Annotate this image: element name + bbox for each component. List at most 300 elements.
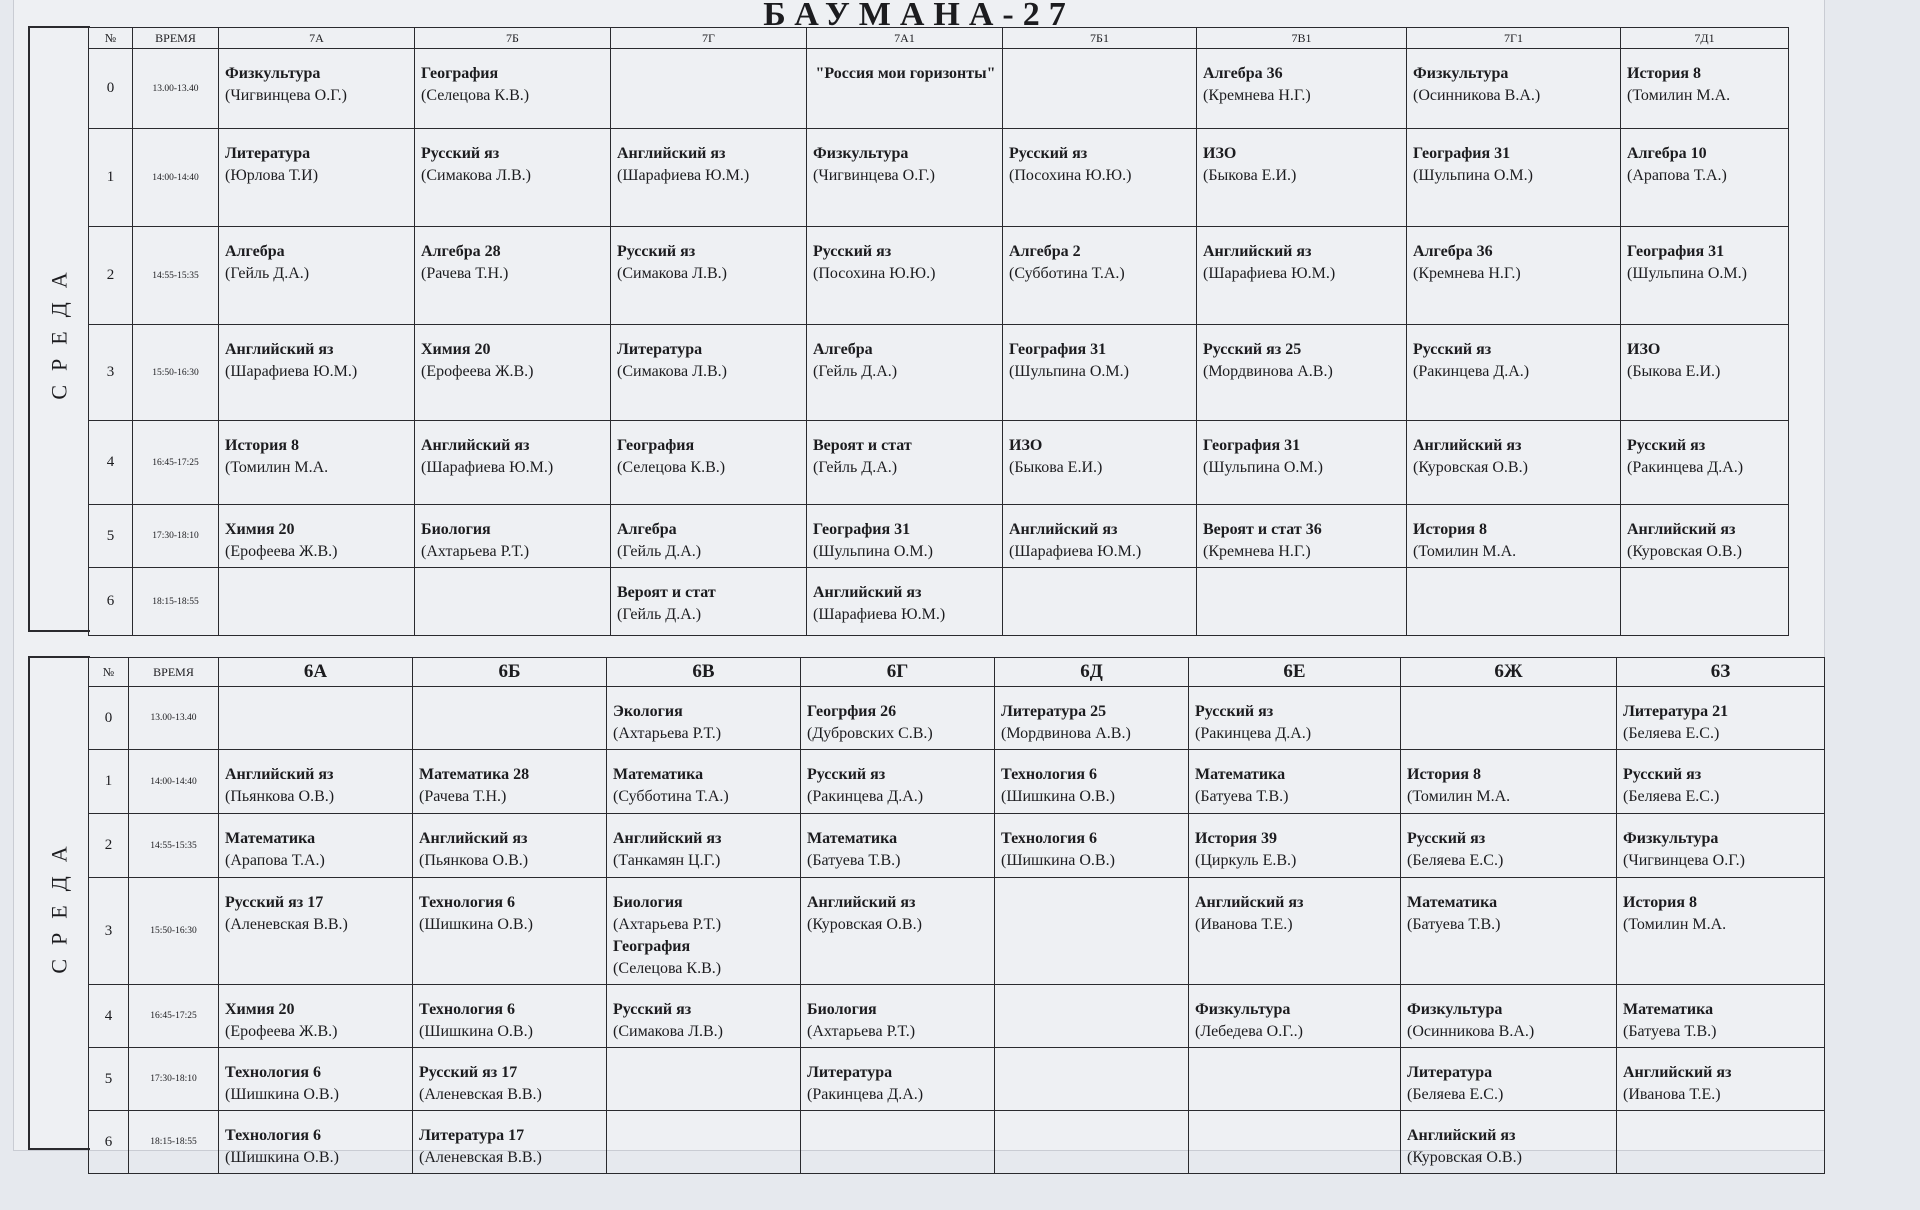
- lesson-number: 0: [89, 49, 133, 129]
- teacher: (Аленевская В.В.): [225, 916, 348, 933]
- teacher: (Иванова Т.Е.): [1623, 1086, 1721, 1103]
- lesson-cell: [611, 505, 807, 568]
- lesson-cell: [1401, 985, 1617, 1048]
- teacher: (Гейль Д.А.): [617, 606, 702, 623]
- subject: Геогрфия 26: [807, 703, 897, 720]
- lesson-cell: [995, 985, 1189, 1048]
- subject: Физкультура: [1195, 1001, 1291, 1018]
- teacher: (Батуева Т.В.): [1407, 916, 1501, 933]
- lesson-number: 5: [89, 505, 133, 568]
- teacher: (Селецова К.В.): [421, 87, 530, 104]
- subject: Русский яз 17: [225, 894, 324, 911]
- subject: Технология 6: [1001, 830, 1097, 847]
- subject: Алгебра 10: [1627, 145, 1707, 162]
- lesson-cell: [1003, 568, 1197, 636]
- lesson-cell: [1197, 421, 1407, 505]
- teacher: (Симакова Л.В.): [613, 1023, 723, 1040]
- subject: ИЗО: [1627, 341, 1661, 358]
- subject: Физкультура: [1407, 1001, 1503, 1018]
- lesson-cell: [1401, 687, 1617, 750]
- schedule-sheet: [14, 0, 1824, 1166]
- lesson-cell: [995, 814, 1189, 878]
- teacher: (Батуева Т.В.): [1623, 1023, 1717, 1040]
- lesson-cell: [607, 687, 801, 750]
- teacher: (Рачева Т.Н.): [419, 788, 507, 805]
- subject: География: [613, 938, 691, 955]
- lesson-cell: [219, 1111, 413, 1174]
- lesson-cell: [1401, 814, 1617, 878]
- teacher: (Арапова Т.А.): [1627, 167, 1727, 184]
- lesson-cell: [1617, 1048, 1825, 1111]
- lesson-cell: [801, 1048, 995, 1111]
- lesson-cell: [1617, 985, 1825, 1048]
- header-class: 6Ж: [1401, 658, 1617, 687]
- teacher: (Циркуль Е.В.): [1195, 852, 1297, 869]
- subject: Технология 6: [419, 1001, 515, 1018]
- lesson-cell: [801, 985, 995, 1048]
- lesson-cell: [607, 1048, 801, 1111]
- lesson-cell: [1197, 129, 1407, 227]
- teacher: (Ракинцева Д.А.): [807, 788, 924, 805]
- lesson-time: 14:55-15:35: [129, 814, 219, 878]
- teacher: (Ракинцева Д.А.): [1195, 725, 1312, 742]
- lesson-cell: [1189, 985, 1401, 1048]
- lesson-number: 6: [89, 1111, 129, 1174]
- teacher: (Аленевская В.В.): [419, 1086, 542, 1103]
- lesson-cell: [1003, 227, 1197, 325]
- subject: Химия 20: [225, 1001, 295, 1018]
- lesson-cell: [219, 878, 413, 985]
- lesson-row: [89, 985, 1825, 1048]
- subject: Русский яз: [1195, 703, 1274, 720]
- teacher: (Симакова Л.В.): [617, 363, 727, 380]
- teacher: (Ахтарьева Р.Т.): [421, 543, 530, 560]
- header-class: 7А1: [807, 28, 1003, 49]
- teacher: (Пьянкова О.В.): [225, 788, 335, 805]
- teacher: (Симакова Л.В.): [421, 167, 531, 184]
- teacher: (Куровская О.В.): [1407, 1149, 1522, 1166]
- header-class: 6Е: [1189, 658, 1401, 687]
- subject: Технология 6: [419, 894, 515, 911]
- subject: Английский яз: [1627, 521, 1736, 538]
- subject: Русский яз: [617, 243, 696, 260]
- lesson-number: 4: [89, 985, 129, 1048]
- teacher: (Шарафиева Ю.М.): [1203, 265, 1336, 282]
- teacher: (Томилин М.А.: [225, 459, 329, 476]
- subject: Химия 20: [225, 521, 295, 538]
- subject: Русский яз: [813, 243, 892, 260]
- subject: Английский яз: [617, 145, 726, 162]
- teacher: (Ерофеева Ж.В.): [225, 543, 338, 560]
- lesson-cell: [219, 129, 415, 227]
- lesson-row: [89, 687, 1825, 750]
- teacher: (Куровская О.В.): [1413, 459, 1528, 476]
- teacher: (Селецова К.В.): [613, 960, 722, 977]
- header-class: 6В: [607, 658, 801, 687]
- subject: Английский яз: [225, 341, 334, 358]
- lesson-cell: [413, 750, 607, 814]
- lesson-cell: [413, 1111, 607, 1174]
- lesson-time: 17:30-18:10: [133, 505, 219, 568]
- subject: Английский яз: [1413, 437, 1522, 454]
- teacher: (Ракинцева Д.А.): [1413, 363, 1530, 380]
- lesson-cell: [1197, 568, 1407, 636]
- teacher: (Томилин М.А.: [1407, 788, 1511, 805]
- teacher: (Куровская О.В.): [1627, 543, 1742, 560]
- lesson-cell: [607, 985, 801, 1048]
- subject: Литература: [225, 145, 311, 162]
- subject: ИЗО: [1203, 145, 1237, 162]
- subject: Литература: [1407, 1064, 1493, 1081]
- teacher: (Мордвинова А.В.): [1203, 363, 1333, 380]
- subject: География: [617, 437, 695, 454]
- lesson-cell: [1189, 814, 1401, 878]
- lesson-cell: [1003, 129, 1197, 227]
- subject: Русский яз: [613, 1001, 692, 1018]
- lesson-row: [89, 568, 1789, 636]
- lesson-time: 14:55-15:35: [133, 227, 219, 325]
- header-time: ВРЕМЯ: [133, 28, 219, 49]
- lesson-row: [89, 1111, 1825, 1174]
- lesson-row: [89, 750, 1825, 814]
- lesson-cell: [1617, 814, 1825, 878]
- teacher: (Шульпина О.М.): [813, 543, 933, 560]
- subject: Физкультура: [225, 65, 321, 82]
- subject: Алгебра 2: [1009, 243, 1081, 260]
- lesson-time: 18:15-18:55: [133, 568, 219, 636]
- teacher: (Ахтарьева Р.Т.): [613, 725, 722, 742]
- header-row: [89, 28, 1789, 49]
- teacher: (Шишкина О.В.): [419, 1023, 533, 1040]
- lesson-time: 17:30-18:10: [129, 1048, 219, 1111]
- lesson-cell: [415, 49, 611, 129]
- teacher: (Субботина Т.А.): [613, 788, 729, 805]
- lesson-cell: [611, 227, 807, 325]
- lesson-cell: [607, 1111, 801, 1174]
- header-class: 6Б: [413, 658, 607, 687]
- subject: Физкультура: [1413, 65, 1509, 82]
- lesson-cell: [1401, 750, 1617, 814]
- subject: Математика: [1195, 766, 1286, 783]
- teacher: (Томилин М.А.: [1623, 916, 1727, 933]
- subject: Литература 21: [1623, 703, 1729, 720]
- subject: Биология: [421, 521, 491, 538]
- teacher: (Шарафиева Ю.М.): [421, 459, 554, 476]
- lesson-cell: [413, 878, 607, 985]
- header-class: 7А: [219, 28, 415, 49]
- header-class: 6З: [1617, 658, 1825, 687]
- teacher: (Мордвинова А.В.): [1001, 725, 1131, 742]
- day-label-top: СРЕДА: [28, 26, 90, 632]
- lesson-cell: [1621, 129, 1789, 227]
- schedule-table-7: [88, 27, 1789, 636]
- subject: Русский яз 17: [419, 1064, 518, 1081]
- teacher: (Беляева Е.С.): [1407, 852, 1504, 869]
- lesson-number: 2: [89, 814, 129, 878]
- subject: Английский яз: [813, 584, 922, 601]
- subject: Английский яз: [1195, 894, 1304, 911]
- lesson-cell: [219, 687, 413, 750]
- lesson-row: [89, 878, 1825, 985]
- lesson-cell: [415, 325, 611, 421]
- teacher: (Ахтарьева Р.Т.): [807, 1023, 916, 1040]
- subject: Технология 6: [225, 1064, 321, 1081]
- subject: География 31: [1203, 437, 1301, 454]
- lesson-cell: [219, 505, 415, 568]
- lesson-cell: [1617, 1111, 1825, 1174]
- header-class: 7Г1: [1407, 28, 1621, 49]
- teacher: (Шишкина О.В.): [1001, 788, 1115, 805]
- subject: Алгебра: [813, 341, 873, 358]
- subject: Математика: [225, 830, 316, 847]
- teacher: (Шарафиева Ю.М.): [813, 606, 946, 623]
- lesson-cell: [1003, 325, 1197, 421]
- teacher: (Быкова Е.И.): [1627, 363, 1721, 380]
- subject: Алгебра 28: [421, 243, 501, 260]
- lesson-number: 1: [89, 750, 129, 814]
- lesson-number: 0: [89, 687, 129, 750]
- subject: Экология: [613, 703, 683, 720]
- lesson-cell: [1197, 49, 1407, 129]
- lesson-time: 16:45-17:25: [129, 985, 219, 1048]
- lesson-cell: [1617, 687, 1825, 750]
- teacher: (Посохина Ю.Ю.): [1009, 167, 1132, 184]
- lesson-cell: [1189, 1111, 1401, 1174]
- teacher: (Лебедева О.Г..): [1195, 1023, 1304, 1040]
- header-class: 7Б: [415, 28, 611, 49]
- subject: Русский яз: [1407, 830, 1486, 847]
- teacher: (Осинникова В.А.): [1407, 1023, 1535, 1040]
- lesson-cell: [413, 687, 607, 750]
- teacher: (Ерофеева Ж.В.): [225, 1023, 338, 1040]
- teacher: (Аленевская В.В.): [419, 1149, 542, 1166]
- subject: Математика 28: [419, 766, 530, 783]
- teacher: (Шишкина О.В.): [225, 1149, 339, 1166]
- subject: Математика: [1407, 894, 1498, 911]
- lesson-cell: [607, 814, 801, 878]
- subject: Математика: [807, 830, 898, 847]
- lesson-cell: [1407, 505, 1621, 568]
- lesson-cell: [415, 568, 611, 636]
- teacher: (Кремнева Н.Г.): [1413, 265, 1521, 282]
- teacher: (Быкова Е.И.): [1203, 167, 1297, 184]
- teacher: (Чигвинцева О.Г.): [225, 87, 347, 104]
- subject: Технология 6: [225, 1127, 321, 1144]
- lesson-cell: [219, 814, 413, 878]
- lesson-number: 4: [89, 421, 133, 505]
- lesson-cell: [607, 878, 801, 985]
- subject: Английский яз: [1623, 1064, 1732, 1081]
- lesson-cell: [1407, 325, 1621, 421]
- subject: Вероят и стат: [617, 584, 716, 601]
- teacher: (Беляева Е.С.): [1623, 788, 1720, 805]
- teacher: (Субботина Т.А.): [1009, 265, 1125, 282]
- lesson-cell: [1407, 568, 1621, 636]
- lesson-cell: [1189, 687, 1401, 750]
- subject: История 39: [1195, 830, 1277, 847]
- subject: История 8: [1623, 894, 1697, 911]
- subject: Русский яз 25: [1203, 341, 1302, 358]
- teacher: (Ерофеева Ж.В.): [421, 363, 534, 380]
- lesson-cell: [1621, 325, 1789, 421]
- teacher: (Шишкина О.В.): [419, 916, 533, 933]
- lesson-time: 16:45-17:25: [133, 421, 219, 505]
- teacher: (Гейль Д.А.): [225, 265, 310, 282]
- header-class: 7Г: [611, 28, 807, 49]
- teacher: (Ахтарьева Р.Т.): [613, 916, 722, 933]
- subject: История 8: [1413, 521, 1487, 538]
- lesson-cell: [219, 227, 415, 325]
- lesson-cell: [219, 985, 413, 1048]
- lesson-cell: [219, 568, 415, 636]
- lesson-cell: [1621, 421, 1789, 505]
- lesson-cell: [1621, 568, 1789, 636]
- header-class: 6Д: [995, 658, 1189, 687]
- lesson-cell: [801, 750, 995, 814]
- lesson-row: [89, 227, 1789, 325]
- subject: История 8: [225, 437, 299, 454]
- teacher: (Шишкина О.В.): [225, 1086, 339, 1103]
- teacher: (Чигвинцева О.Г.): [1623, 852, 1745, 869]
- teacher: (Быкова Е.И.): [1009, 459, 1103, 476]
- subject: Русский яз: [1413, 341, 1492, 358]
- teacher: (Гейль Д.А.): [617, 543, 702, 560]
- lesson-cell: [611, 568, 807, 636]
- subject: Литература 25: [1001, 703, 1107, 720]
- lesson-cell: [1407, 129, 1621, 227]
- teacher: (Селецова К.В.): [617, 459, 726, 476]
- teacher: (Гейль Д.А.): [813, 363, 898, 380]
- lesson-cell: [1197, 325, 1407, 421]
- lesson-cell: [415, 505, 611, 568]
- lesson-cell: [1003, 49, 1197, 129]
- lesson-cell: [1407, 421, 1621, 505]
- lesson-cell: [807, 49, 1003, 129]
- lesson-cell: [415, 129, 611, 227]
- subject: Биология: [807, 1001, 877, 1018]
- subject: История 8: [1407, 766, 1481, 783]
- subject: Вероят и стат 36: [1203, 521, 1322, 538]
- subject: Русский яз: [421, 145, 500, 162]
- teacher: (Шарафиева Ю.М.): [1009, 543, 1142, 560]
- subject: Литература: [617, 341, 703, 358]
- teacher: (Шишкина О.В.): [1001, 852, 1115, 869]
- subject: Алгебра 36: [1203, 65, 1283, 82]
- teacher: (Шульпина О.М.): [1203, 459, 1323, 476]
- lesson-cell: [413, 1048, 607, 1111]
- teacher: (Батуева Т.В.): [1195, 788, 1289, 805]
- lesson-cell: [1189, 750, 1401, 814]
- lesson-row: [89, 421, 1789, 505]
- teacher: (Симакова Л.В.): [617, 265, 727, 282]
- subject: Вероят и стат: [813, 437, 912, 454]
- lesson-time: 14:00-14:40: [129, 750, 219, 814]
- subject: Русский яз: [1623, 766, 1702, 783]
- header-row: [89, 658, 1825, 687]
- lesson-cell: [1617, 878, 1825, 985]
- lesson-cell: [415, 421, 611, 505]
- subject: География 31: [813, 521, 911, 538]
- subject: География 31: [1627, 243, 1725, 260]
- header-class: 6А: [219, 658, 413, 687]
- teacher: (Беляева Е.С.): [1407, 1086, 1504, 1103]
- subject: Русский яз: [1009, 145, 1088, 162]
- subject: География 31: [1413, 145, 1511, 162]
- page-title: БАУМАНА-27: [763, 0, 1075, 33]
- teacher: (Чигвинцева О.Г.): [813, 167, 935, 184]
- subject: Физкультура: [1623, 830, 1719, 847]
- teacher: (Томилин М.А.: [1627, 87, 1731, 104]
- lesson-cell: [807, 325, 1003, 421]
- header-class: 7Б1: [1003, 28, 1197, 49]
- subject: Английский яз: [807, 894, 916, 911]
- lesson-cell: [1189, 878, 1401, 985]
- lesson-cell: [1621, 505, 1789, 568]
- teacher: (Томилин М.А.: [1413, 543, 1517, 560]
- teacher: (Дубровских С.В.): [807, 725, 933, 742]
- lesson-cell: [1621, 227, 1789, 325]
- lesson-number: 6: [89, 568, 133, 636]
- subject: Химия 20: [421, 341, 491, 358]
- lesson-row: [89, 325, 1789, 421]
- subject: Математика: [613, 766, 704, 783]
- header-class: 7В1: [1197, 28, 1407, 49]
- teacher: (Кремнева Н.Г.): [1203, 543, 1311, 560]
- lesson-cell: [611, 325, 807, 421]
- header-class: 7Д1: [1621, 28, 1789, 49]
- lesson-row: [89, 129, 1789, 227]
- subject: Математика: [1623, 1001, 1714, 1018]
- lesson-time: 13.00-13.40: [133, 49, 219, 129]
- schedule-table-6: [88, 657, 1825, 1174]
- teacher: (Пьянкова О.В.): [419, 852, 529, 869]
- lesson-row: [89, 814, 1825, 878]
- teacher: (Рачева Т.Н.): [421, 265, 509, 282]
- subject: Английский яз: [1009, 521, 1118, 538]
- lesson-cell: [413, 814, 607, 878]
- teacher: (Кремнева Н.Г.): [1203, 87, 1311, 104]
- teacher: (Арапова Т.А.): [225, 852, 325, 869]
- teacher: (Шульпина О.М.): [1413, 167, 1533, 184]
- subject: "Россия мои горизонты": [815, 65, 996, 82]
- lesson-cell: [1189, 1048, 1401, 1111]
- teacher: (Шарафиева Ю.М.): [225, 363, 358, 380]
- teacher: (Танкамян Ц.Г.): [613, 852, 721, 869]
- teacher: (Гейль Д.А.): [813, 459, 898, 476]
- lesson-time: 15:50-16:30: [133, 325, 219, 421]
- lesson-cell: [995, 1048, 1189, 1111]
- lesson-cell: [1003, 421, 1197, 505]
- header-num: №: [89, 658, 129, 687]
- lesson-cell: [1407, 227, 1621, 325]
- lesson-cell: [801, 687, 995, 750]
- lesson-time: 18:15-18:55: [129, 1111, 219, 1174]
- subject: Литература: [807, 1064, 893, 1081]
- lesson-cell: [807, 505, 1003, 568]
- subject: Английский яз: [1407, 1127, 1516, 1144]
- lesson-cell: [1197, 505, 1407, 568]
- subject: Английский яз: [613, 830, 722, 847]
- lesson-cell: [219, 421, 415, 505]
- lesson-row: [89, 505, 1789, 568]
- lesson-cell: [995, 878, 1189, 985]
- teacher: (Ракинцева Д.А.): [807, 1086, 924, 1103]
- header-class: 6Г: [801, 658, 995, 687]
- lesson-number: 2: [89, 227, 133, 325]
- subject: Английский яз: [1203, 243, 1312, 260]
- day-label-bottom: СРЕДА: [28, 656, 90, 1150]
- subject: География 31: [1009, 341, 1107, 358]
